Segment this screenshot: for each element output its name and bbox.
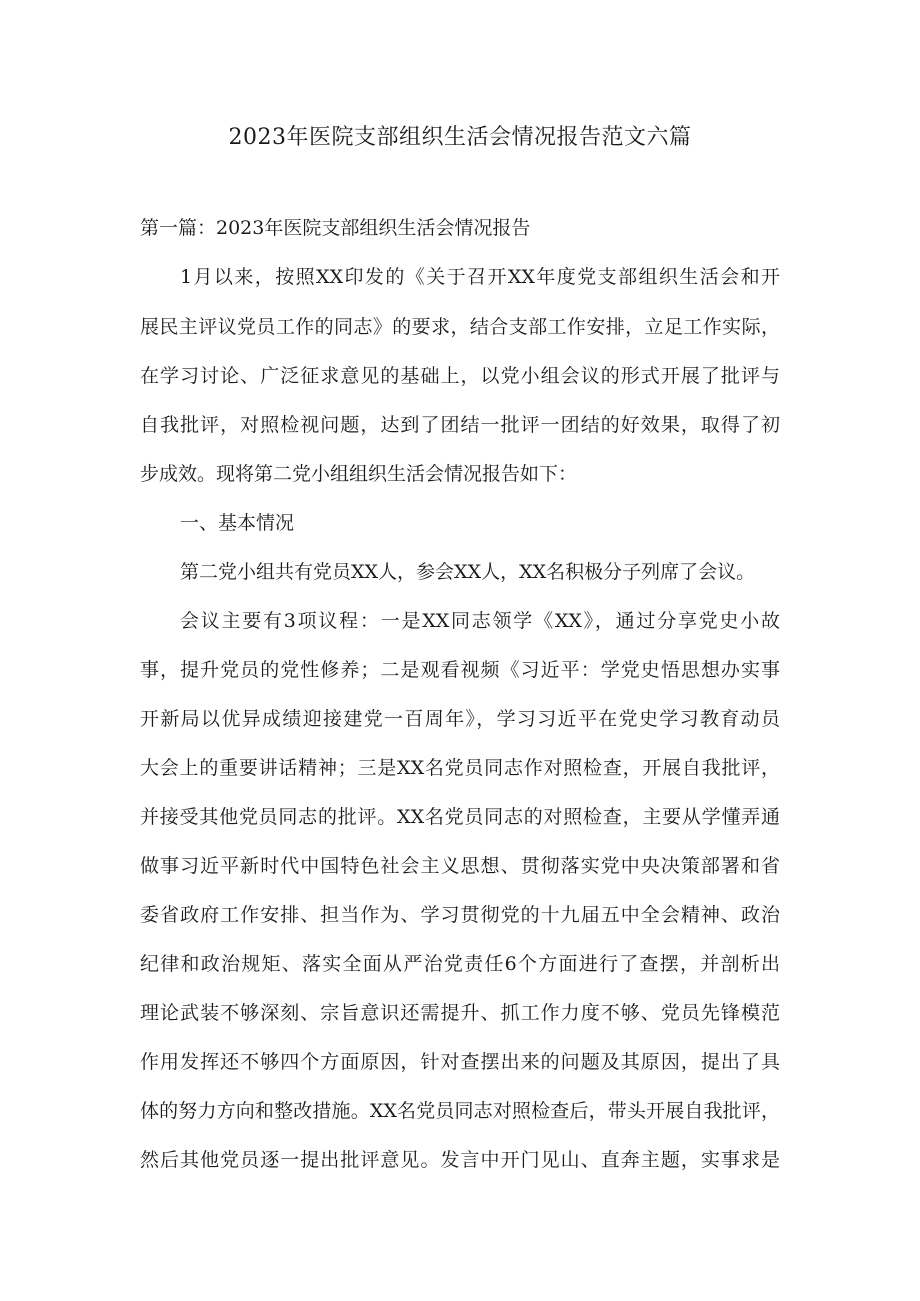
paragraph3-line: 并接受其他党员同志的批评。XX名党员同志的对照检查，主要从学懂弄通: [140, 806, 780, 828]
section-heading: 第一篇：2023年医院支部组织生活会情况报告: [140, 217, 531, 239]
paragraph1-line: 在学习讨论、广泛征求意见的基础上，以党小组会议的形式开展了批评与: [140, 365, 780, 387]
paragraph3-line: 委省政府工作安排、担当作为、学习贯彻党的十九届五中全会精神、政治: [140, 904, 780, 926]
paragraph1-line: 展民主评议党员工作的同志》的要求，结合支部工作安排，立足工作实际，: [140, 316, 780, 338]
paragraph1-line: 自我批评，对照检视问题，达到了团结一批评一团结的好效果，取得了初: [140, 414, 780, 436]
paragraph3-line: 开新局以优异成绩迎接建党一百周年》，学习习近平在党史学习教育动员: [140, 708, 780, 730]
paragraph3-line: 然后其他党员逐一提出批评意见。发言中开门见山、直奔主题，实事求是: [140, 1149, 780, 1171]
paragraph3-line: 纪律和政治规矩、落实全面从严治党责任6个方面进行了查摆，并剖析出: [140, 953, 780, 975]
paragraph3-line: 作用发挥还不够四个方面原因，针对查摆出来的问题及其原因，提出了具: [140, 1051, 780, 1073]
paragraph3-line: 做事习近平新时代中国特色社会主义思想、贯彻落实党中央决策部署和省: [140, 855, 780, 877]
paragraph1-line: 步成效。现将第二党小组组织生活会情况报告如下：: [140, 463, 578, 485]
paragraph3-line: 会议主要有3项议程：一是XX同志领学《XX》，通过分享党史小故: [180, 610, 780, 632]
paragraph3-line: 体的努力方向和整改措施。XX名党员同志对照检查后，带头开展自我批评，: [140, 1100, 780, 1122]
document-title: 2023年医院支部组织生活会情况报告范文六篇: [228, 125, 692, 150]
paragraph3-line: 事，提升党员的党性修养；二是观看视频《习近平：学党史悟思想办实事: [140, 659, 780, 681]
paragraph3-line: 大会上的重要讲话精神；三是XX名党员同志作对照检查，开展自我批评，: [140, 757, 780, 779]
subheading-basic-info: 一、基本情况: [180, 512, 295, 534]
paragraph2: 第二党小组共有党员XX人，参会XX人，XX名积极分子列席了会议。: [180, 561, 756, 583]
paragraph1-line: 1月以来，按照XX印发的《关于召开XX年度党支部组织生活会和开: [180, 266, 780, 288]
paragraph3-line: 理论武装不够深刻、宗旨意识还需提升、抓工作力度不够、党员先锋模范: [140, 1002, 780, 1024]
